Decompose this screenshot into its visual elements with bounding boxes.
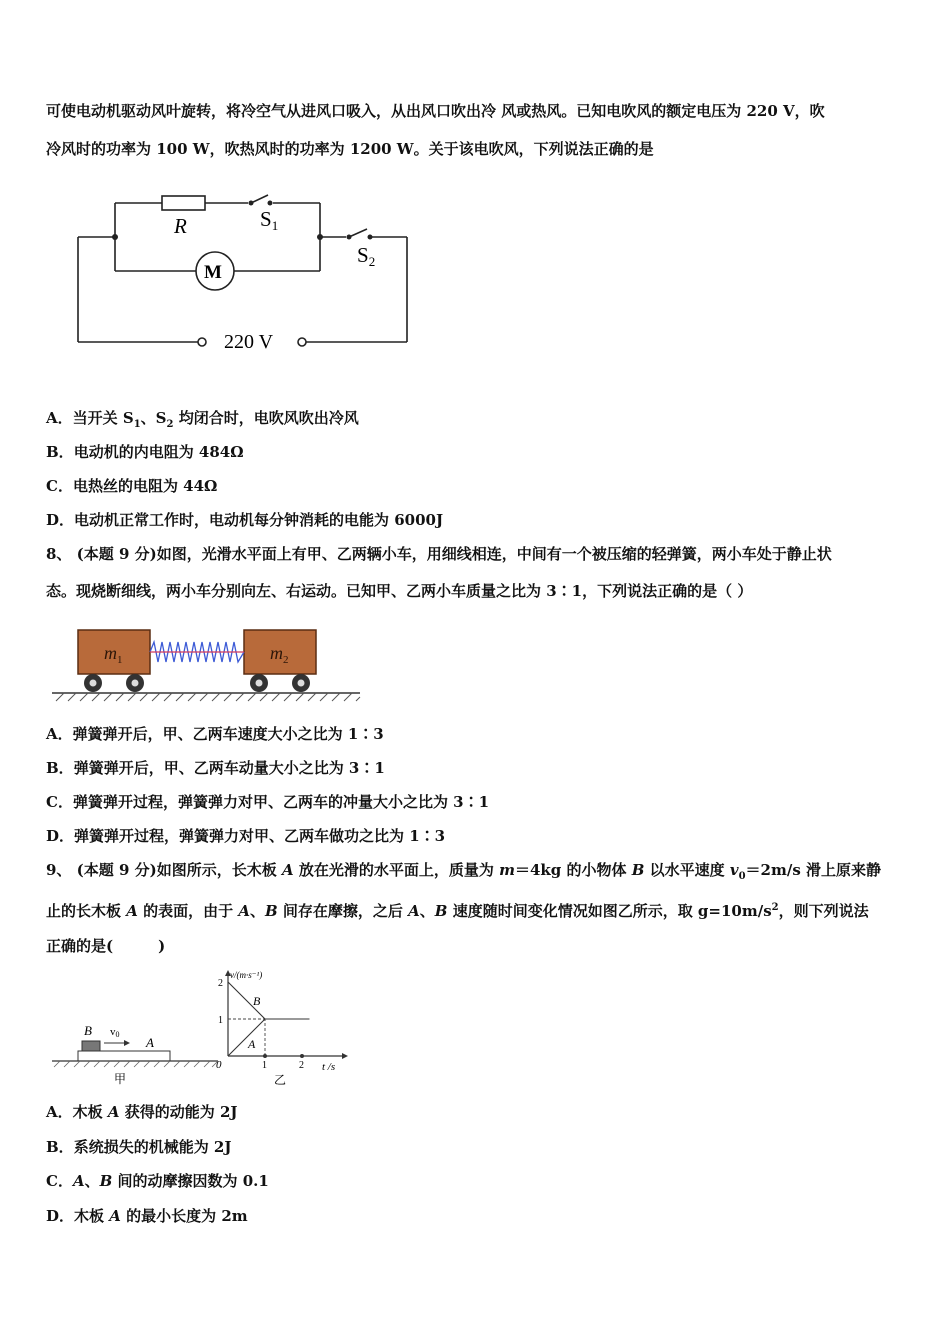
q8-option-c: C．弹簧弹开过程，弹簧弹力对甲、乙两车的冲量大小之比为 3∶1 [46,793,490,811]
x-tick-1: 1 [262,1060,267,1071]
voltage-label: 220 V [224,331,274,353]
q7-option-c: C．电热丝的电阻为 44Ω [46,477,218,495]
series-b-label: B [253,994,261,1008]
y-axis-label: v/(m·s⁻¹) [230,970,263,980]
resistor-r [162,196,205,210]
x-tick-dot-1 [263,1054,267,1058]
resistor-label: R [174,214,187,238]
block-b [82,1041,100,1051]
caption-jia: 甲 [114,1072,127,1086]
q7-stem-line2: 冷风时的功率为 100 W，吹热风时的功率为 1200 W。关于该电吹风，下列说法正确的是 [46,140,654,158]
caption-yi: 乙 [274,1073,287,1087]
series-b-line [228,982,309,1019]
q9-stem-line2: 止的长木板 A 的表面，由于 A、B 间存在摩擦，之后 A、B 速度随时间变化情况如图乙所示，取 $g=10m/s^2$，则下列说法 [46,902,869,920]
switch-s2 [349,229,367,237]
board-a [78,1051,170,1061]
q9-option-c: C．A、B 间的动摩擦因数为 0.1 [46,1172,269,1190]
q7-option-b: B．电动机的内电阻为 484Ω [46,443,244,461]
q8-option-d: D．弹簧弹开过程，弹簧弹力对甲、乙两车做功之比为 1∶3 [46,827,446,845]
m2-label: $m_2$ [270,643,289,666]
q9-option-a: A．木板 A 获得的动能为 2J [46,1103,238,1121]
velocity-label: v0 [110,1026,120,1039]
q7-stem-line1: 可使电动机驱动风叶旋转，将冷空气从进风口吸入，从出风口吹出冷 风或热风。已知电吹风的额定电压为 220 V，吹 [46,102,825,120]
q8-option-b: B．弹簧弹开后，甲、乙两车动量大小之比为 3∶1 [46,759,385,777]
switch2-label: S2 [357,243,376,269]
m1-label: $m_1$ [104,643,123,666]
q7-option-a: A．当开关 $S_1$、$S_2$ 均闭合时，电吹风吹出冷风 [46,409,359,430]
y-tick-1: 1 [218,1015,223,1026]
x-axis-label: t /s [322,1061,336,1073]
x-tick-2: 2 [299,1060,304,1071]
q9-stem-line3: 正确的是( ) [46,937,166,955]
origin-label: 0 [216,1059,222,1071]
q9-stem-line1: 9、 (本题 9 分)如图所示，长木板 A 放在光滑的水平面上，质量为 m＝4kg 的小物体 B 以水平速度 $v_0=2m/s$ 滑上原来静 [46,861,881,882]
q8-option-a: A．弹簧弹开后，甲、乙两车速度大小之比为 1∶3 [46,725,384,743]
y-tick-2: 2 [218,978,223,989]
q9-option-b: B．系统损失的机械能为 2J [46,1138,232,1156]
switch-s1 [251,195,268,203]
q8-stem-line2: 态。现烧断细线，两小车分别向左、右运动。已知甲、乙两小车质量之比为 3∶1，下列说法正确的是（ ） [46,582,753,600]
q9-vt-graph [210,968,350,1090]
q8-stem-line1: 8、 (本题 9 分)如图，光滑水平面上有甲、乙两辆小车，用细线相连，中间有一个被压缩的轻弹簧，两小车处于静止状 [46,545,832,563]
q9-option-d: D．木板 A 的最小长度为 2m [46,1207,248,1225]
q8-cart-figure [48,622,363,710]
x-tick-dot-2 [300,1054,304,1058]
series-a-line [228,1019,309,1056]
block-b-label: B [84,1023,92,1038]
board-a-label: A [146,1035,154,1050]
switch1-label: S1 [260,207,279,233]
q7-option-d: D．电动机正常工作时，电动机每分钟消耗的电能为 6000J [46,511,444,529]
q7-circuit-diagram [70,185,415,355]
series-a-label: A [248,1037,256,1051]
motor-label: M [204,262,222,283]
